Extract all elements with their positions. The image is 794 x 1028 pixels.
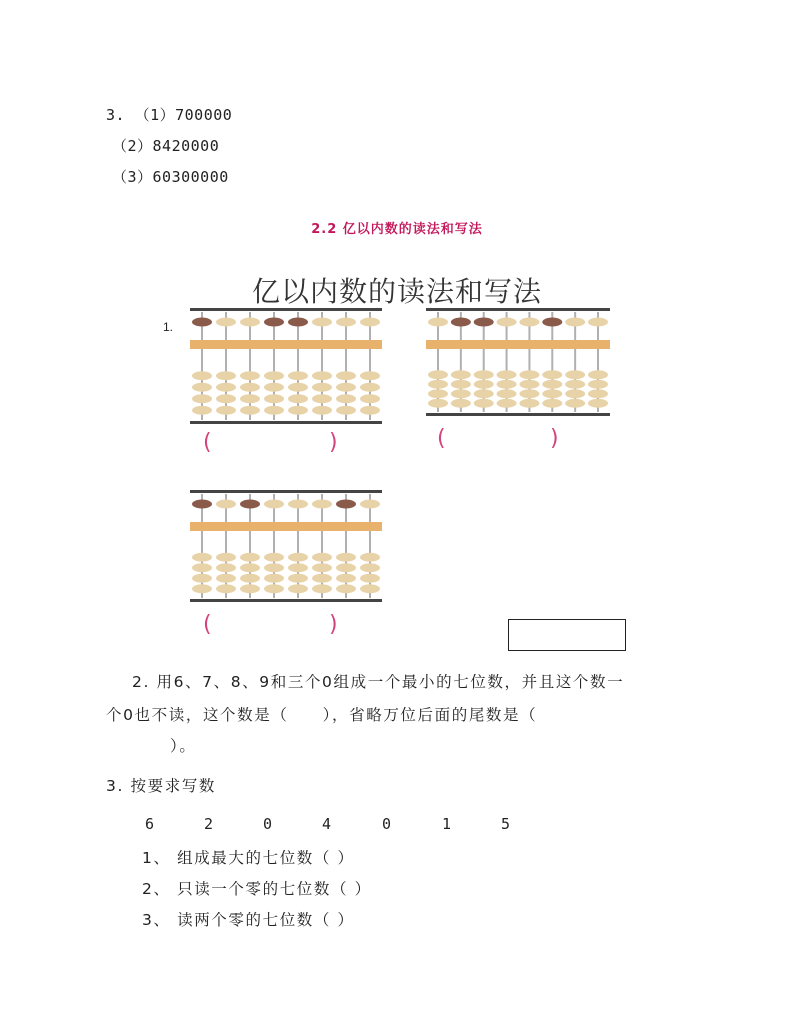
abacus-lower-bead — [288, 371, 308, 380]
abacus-lower-bead — [264, 394, 284, 403]
section-title: 2.2 亿以内数的读法和写法 — [311, 222, 483, 237]
abacus-lower-bead — [288, 574, 308, 583]
abacus-beam — [426, 340, 610, 349]
abacus-lower-bead — [264, 371, 284, 380]
digit-card: 6 — [145, 815, 155, 833]
abacus-lower-bead — [240, 394, 260, 403]
abacus-lower-bead — [264, 406, 284, 415]
abacus-beam — [190, 340, 382, 349]
abacus-upper-bead — [428, 318, 448, 327]
answer-paren-close-2: ) — [550, 426, 559, 451]
abacus-frame-top — [426, 308, 610, 311]
abacus-lower-bead — [428, 399, 448, 408]
abacus-upper-bead — [288, 500, 308, 509]
abacus-lower-bead — [542, 380, 562, 389]
digit-card: 4 — [322, 815, 332, 833]
abacus-lower-bead — [240, 574, 260, 583]
abacus-3 — [190, 490, 382, 602]
abacus-lower-bead — [336, 383, 356, 392]
abacus-lower-bead — [474, 370, 494, 379]
abacus-lower-bead — [240, 584, 260, 593]
answer-item-3-2: （2）8420000 — [112, 137, 220, 155]
digit-card: 5 — [501, 815, 511, 833]
abacus-lower-bead — [360, 553, 380, 562]
answer-paren-close-3: ) — [329, 612, 338, 637]
abacus-lower-bead — [497, 389, 517, 398]
abacus-lower-bead — [264, 574, 284, 583]
abacus-lower-bead — [240, 553, 260, 562]
abacus-lower-bead — [216, 584, 236, 593]
abacus-lower-bead — [192, 563, 212, 572]
abacus-upper-bead — [312, 318, 332, 327]
abacus-upper-bead — [451, 318, 471, 327]
abacus-lower-bead — [240, 406, 260, 415]
abacus-lower-bead — [474, 389, 494, 398]
abacus-lower-bead — [336, 553, 356, 562]
abacus-frame-bottom — [190, 599, 382, 602]
abacus-lower-bead — [474, 380, 494, 389]
abacus-lower-bead — [336, 574, 356, 583]
abacus-lower-bead — [497, 370, 517, 379]
abacus-lower-bead — [565, 399, 585, 408]
question-3-item-3: 3、 读两个零的七位数（ ） — [142, 911, 355, 929]
abacus-upper-bead — [216, 500, 236, 509]
abacus-beam — [190, 522, 382, 531]
abacus-lower-bead — [312, 383, 332, 392]
abacus-upper-bead — [192, 500, 212, 509]
abacus-lower-bead — [240, 371, 260, 380]
abacus-lower-bead — [312, 563, 332, 572]
abacus-lower-bead — [312, 406, 332, 415]
answer-paren-close-1: ) — [329, 430, 338, 455]
abacus-upper-bead — [497, 318, 517, 327]
abacus-lower-bead — [216, 574, 236, 583]
abacus-lower-bead — [451, 389, 471, 398]
abacus-lower-bead — [428, 389, 448, 398]
abacus-lower-bead — [264, 553, 284, 562]
abacus-lower-bead — [451, 380, 471, 389]
abacus-frame-bottom — [190, 421, 382, 424]
abacus-lower-bead — [360, 563, 380, 572]
abacus-upper-bead — [192, 318, 212, 327]
abacus-lower-bead — [360, 394, 380, 403]
abacus-lower-bead — [288, 406, 308, 415]
abacus-lower-bead — [360, 574, 380, 583]
abacus-lower-bead — [216, 371, 236, 380]
abacus-upper-bead — [288, 318, 308, 327]
abacus-lower-bead — [312, 584, 332, 593]
abacus-lower-bead — [542, 389, 562, 398]
abacus-lower-bead — [336, 584, 356, 593]
abacus-lower-bead — [192, 406, 212, 415]
abacus-frame-bottom — [426, 413, 610, 416]
abacus-lower-bead — [240, 563, 260, 572]
abacus-lower-bead — [360, 406, 380, 415]
digit-card: 1 — [442, 815, 452, 833]
abacus-1 — [190, 308, 382, 424]
abacus-lower-bead — [192, 574, 212, 583]
abacus-lower-bead — [288, 553, 308, 562]
abacus-lower-bead — [288, 383, 308, 392]
question-2-line-3: ）。 — [170, 737, 197, 755]
abacus-lower-bead — [216, 394, 236, 403]
abacus-lower-bead — [192, 371, 212, 380]
abacus-lower-bead — [192, 553, 212, 562]
abacus-lower-bead — [428, 370, 448, 379]
question-2-line-1: 2. 用6、7、8、9和三个0组成一个最小的七位数，并且这个数一 — [132, 673, 625, 691]
abacus-lower-bead — [519, 380, 539, 389]
abacus-lower-bead — [240, 383, 260, 392]
abacus-upper-bead — [565, 318, 585, 327]
abacus-lower-bead — [542, 399, 562, 408]
abacus-lower-bead — [360, 584, 380, 593]
abacus-lower-bead — [428, 380, 448, 389]
abacus-lower-bead — [336, 371, 356, 380]
abacus-lower-bead — [312, 371, 332, 380]
abacus-lower-bead — [336, 394, 356, 403]
abacus-upper-bead — [360, 500, 380, 509]
abacus-upper-bead — [312, 500, 332, 509]
abacus-lower-bead — [288, 563, 308, 572]
abacus-lower-bead — [288, 394, 308, 403]
digit-card: 0 — [382, 815, 392, 833]
question-3-item-1: 1、 组成最大的七位数（ ） — [142, 849, 355, 867]
answer-paren-open-2: ( — [437, 426, 446, 451]
answer-item-3-3: （3）60300000 — [112, 168, 229, 186]
abacus-lower-bead — [192, 383, 212, 392]
abacus-upper-bead — [240, 318, 260, 327]
abacus-lower-bead — [519, 399, 539, 408]
abacus-lower-bead — [360, 371, 380, 380]
abacus-upper-bead — [474, 318, 494, 327]
abacus-lower-bead — [565, 389, 585, 398]
abacus-lower-bead — [565, 380, 585, 389]
abacus-lower-bead — [497, 380, 517, 389]
abacus-lower-bead — [588, 399, 608, 408]
abacus-lower-bead — [588, 389, 608, 398]
abacus-upper-bead — [336, 318, 356, 327]
abacus-lower-bead — [336, 406, 356, 415]
abacus-lower-bead — [519, 370, 539, 379]
abacus-upper-bead — [336, 500, 356, 509]
answer-paren-open-1: ( — [203, 430, 212, 455]
abacus-frame-top — [190, 490, 382, 493]
abacus-frame-top — [190, 308, 382, 311]
answer-item-3: 3. （1）700000 — [106, 106, 233, 124]
abacus-lower-bead — [288, 584, 308, 593]
abacus-upper-bead — [240, 500, 260, 509]
abacus-lower-bead — [216, 383, 236, 392]
abacus-upper-bead — [360, 318, 380, 327]
abacus-lower-bead — [312, 394, 332, 403]
answer-box[interactable] — [508, 619, 626, 651]
question-2-line-2: 个0也不读，这个数是（ ），省略万位后面的尾数是（ — [106, 706, 538, 724]
abacus-lower-bead — [192, 394, 212, 403]
abacus-upper-bead — [519, 318, 539, 327]
abacus-lower-bead — [192, 584, 212, 593]
abacus-lower-bead — [451, 399, 471, 408]
abacus-lower-bead — [519, 389, 539, 398]
abacus-upper-bead — [264, 318, 284, 327]
abacus-lower-bead — [264, 383, 284, 392]
question-3-item-2: 2、 只读一个零的七位数（ ） — [142, 880, 372, 898]
abacus-upper-bead — [216, 318, 236, 327]
abacus-lower-bead — [216, 563, 236, 572]
abacus-lower-bead — [264, 563, 284, 572]
abacus-upper-bead — [588, 318, 608, 327]
abacus-lower-bead — [216, 553, 236, 562]
abacus-lower-bead — [565, 370, 585, 379]
question-3-title: 3. 按要求写数 — [106, 777, 217, 795]
abacus-lower-bead — [216, 406, 236, 415]
abacus-upper-bead — [264, 500, 284, 509]
abacus-lower-bead — [336, 563, 356, 572]
digit-card: 2 — [204, 815, 214, 833]
abacus-lower-bead — [451, 370, 471, 379]
abacus-lower-bead — [588, 370, 608, 379]
abacus-lower-bead — [312, 574, 332, 583]
abacus-lower-bead — [264, 584, 284, 593]
abacus-lower-bead — [312, 553, 332, 562]
abacus-lower-bead — [542, 370, 562, 379]
digit-card: 0 — [263, 815, 273, 833]
abacus-upper-bead — [542, 318, 562, 327]
abacus-lower-bead — [588, 380, 608, 389]
abacus-lower-bead — [360, 383, 380, 392]
answer-paren-open-3: ( — [203, 612, 212, 637]
worksheet-heading: 亿以内数的读法和写法 — [251, 275, 542, 308]
abacus-2 — [426, 308, 610, 416]
abacus-lower-bead — [497, 399, 517, 408]
question-1-label: 1. — [163, 320, 174, 334]
abacus-lower-bead — [474, 399, 494, 408]
